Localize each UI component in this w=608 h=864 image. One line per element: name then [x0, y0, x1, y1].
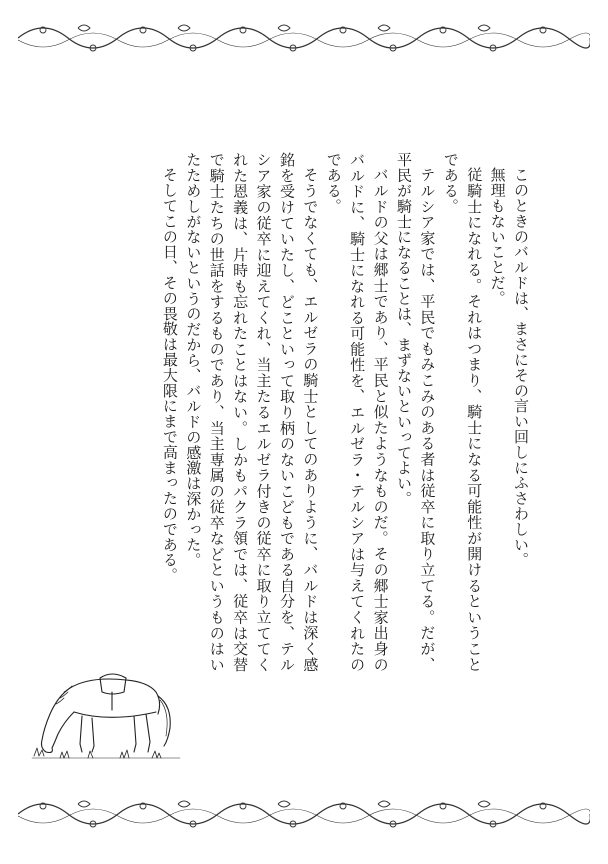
paragraph: テルシア家では、平民でもみこみのある者は従卒に取り立てる。だが、平民が騎士になることは、まずないといってよい。: [394, 152, 437, 672]
paragraph: そしてこの日、その畏敬は最大限にまで高まったのである。: [160, 167, 179, 583]
top-ornamental-border: [18, 18, 590, 58]
vertical-body-text: [158, 152, 533, 672]
grazing-horse-illustration: [30, 640, 182, 764]
bottom-ornamental-border: [18, 794, 590, 834]
paragraph: 従騎士になれる。それはつまり、騎士になる可能性が開けるということである。: [441, 152, 484, 672]
paragraph: そうでなくても、エルゼラの騎士としてのありように、バルドは深く感銘を受けていたし、どこといって取り柄のないこどもである自分を、テルシア家の従卒に迎えてくれ、当主たるエルゼラ付きの従卒に取り立ててくれた恩義は、片時も忘れたことはない。しかもパクラ領では、従卒は交替で騎士たちの世話をするものであり、当主専属の従卒などというものはいたためしがないというのだから、バルドの感激は深かった。: [184, 152, 320, 672]
paragraph: バルドの父は郷士であり、平民と似たようなものだ。その郷士家出身のバルドに、騎士になれる可能性を、エルゼラ・テルシアは与えてくれたのである。: [324, 152, 390, 672]
paragraph: 無理もないことだ。: [488, 167, 507, 306]
paragraph: このときのバルドは、まさにその言い回しにふさわしい。: [512, 167, 530, 568]
